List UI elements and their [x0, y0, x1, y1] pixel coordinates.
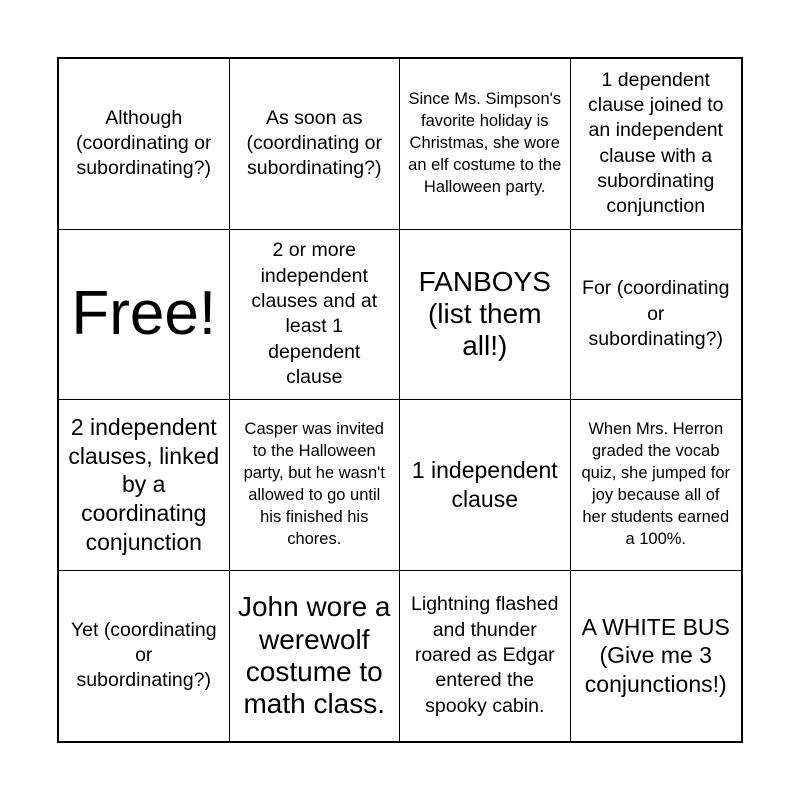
bingo-cell[interactable]: John wore a werewolf costume to math class. [230, 571, 401, 742]
bingo-cell[interactable]: Lightning flashed and thunder roared as Edgar entered the spooky cabin. [400, 571, 571, 742]
bingo-cell[interactable]: 1 dependent clause joined to an independent clause with a subordinating conjunction [571, 59, 742, 230]
bingo-cell[interactable]: Yet (coordinating or subordinating?) [59, 571, 230, 742]
bingo-cell[interactable]: Casper was invited to the Halloween party, but he wasn't allowed to go until his finished his chores. [230, 400, 401, 571]
bingo-cell[interactable]: When Mrs. Herron graded the vocab quiz, she jumped for joy because all of her students earned a 100%. [571, 400, 742, 571]
bingo-cell[interactable]: 2 or more independent clauses and at least 1 dependent clause [230, 230, 401, 401]
bingo-cell[interactable]: FANBOYS (list them all!) [400, 230, 571, 401]
bingo-cell[interactable]: 2 independent clauses, linked by a coordinating conjunction [59, 400, 230, 571]
bingo-cell[interactable]: As soon as (coordinating or subordinating?) [230, 59, 401, 230]
bingo-cell[interactable]: A WHITE BUS (Give me 3 conjunctions!) [581, 613, 730, 697]
free-space-cell[interactable]: Free! [59, 230, 230, 401]
bingo-cell[interactable]: 1 independent clause [400, 400, 571, 571]
bingo-board [57, 57, 743, 743]
bingo-cell[interactable]: Since Ms. Simpson's favorite holiday is Christmas, she wore an elf costume to the Halloween party. [400, 59, 571, 230]
bingo-cell[interactable]: For (coordinating or subordinating?) [571, 230, 742, 401]
bingo-cell[interactable]: Although (coordinating or subordinating?) [59, 59, 230, 230]
